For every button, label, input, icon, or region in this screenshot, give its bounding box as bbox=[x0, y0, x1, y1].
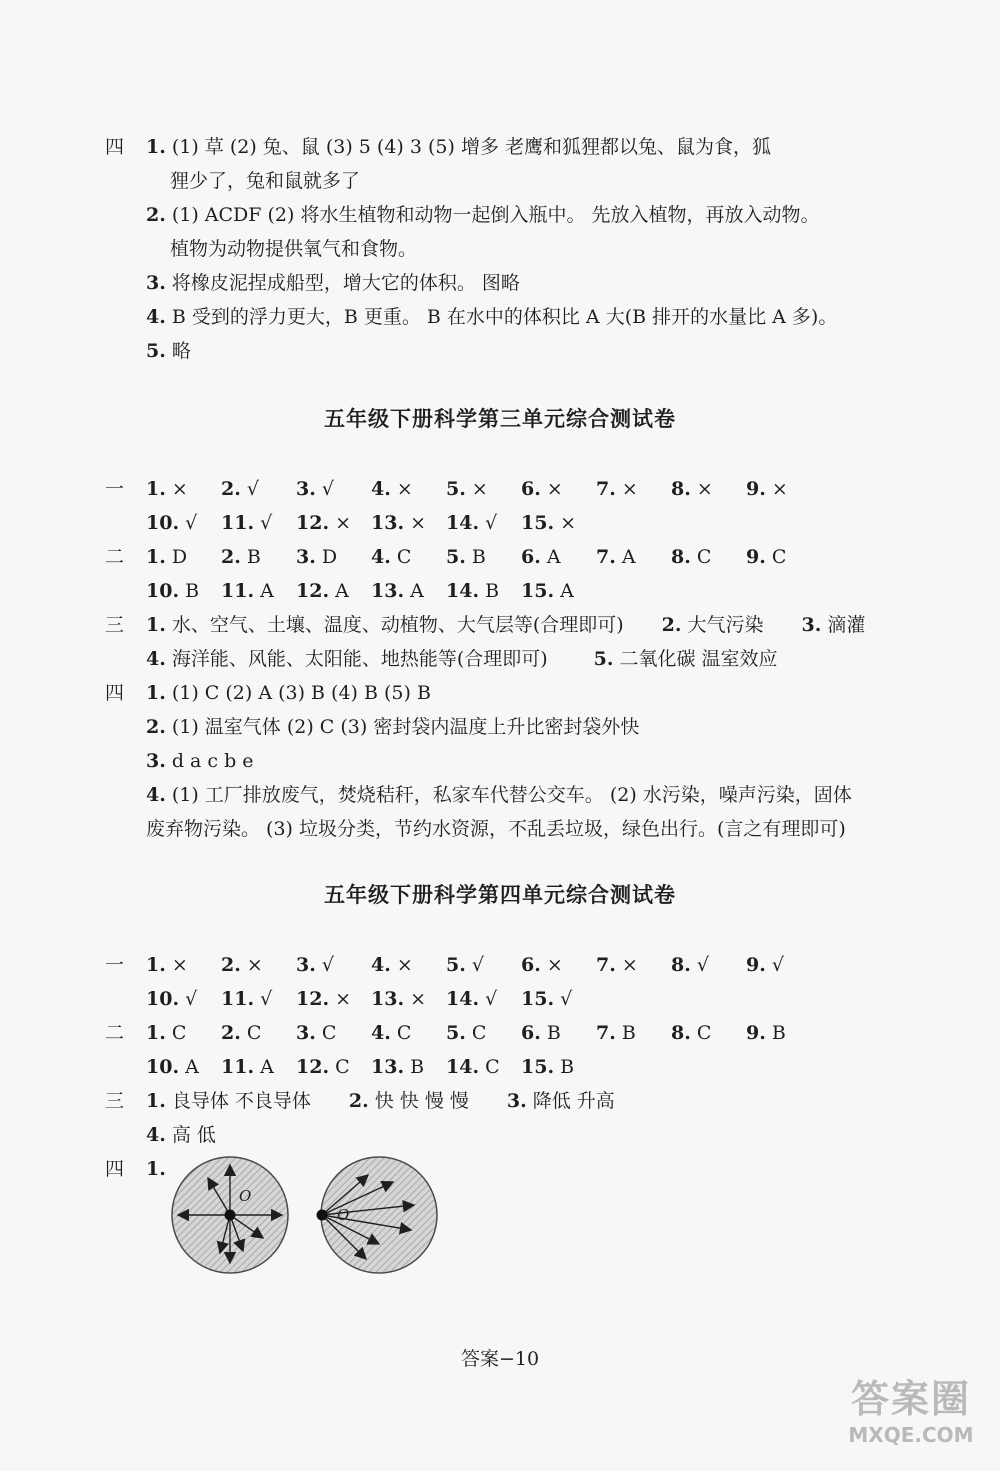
answer-value: B bbox=[560, 1056, 575, 1078]
t4-sec1-row1 bbox=[146, 952, 784, 978]
answer-value: D bbox=[171, 546, 188, 568]
answer-item bbox=[371, 510, 446, 536]
answer-item bbox=[521, 952, 596, 978]
answer-item bbox=[746, 476, 788, 502]
answer-number: 14. bbox=[446, 1056, 480, 1078]
s1-q1-line2: 狸少了，兔和鼠就多了 bbox=[170, 170, 361, 192]
answer-value: √ bbox=[321, 954, 334, 976]
answer-number: 11. bbox=[221, 580, 255, 602]
answer-value: √ bbox=[260, 512, 273, 534]
t3-sec1-row2 bbox=[146, 510, 576, 536]
answer-number: 7. bbox=[596, 546, 616, 568]
t3-sec1-label: 一 bbox=[105, 478, 125, 500]
answer-value: A bbox=[621, 546, 636, 568]
answer-item bbox=[296, 510, 371, 536]
answer-item bbox=[521, 1054, 574, 1080]
answer-item bbox=[596, 952, 671, 978]
answer-item bbox=[296, 986, 371, 1012]
t3-sec2-row1 bbox=[146, 544, 786, 570]
answer-number: 8. bbox=[671, 546, 691, 568]
answer-value: A bbox=[335, 580, 349, 602]
t4-sec2-label: 二 bbox=[105, 1022, 125, 1044]
answer-value: × bbox=[771, 478, 788, 500]
answer-item bbox=[446, 578, 521, 604]
answer-value: × bbox=[546, 954, 563, 976]
answer-number: 7. bbox=[596, 954, 616, 976]
answer-value: B bbox=[246, 546, 261, 568]
answer-value: √ bbox=[471, 954, 484, 976]
answer-number: 6. bbox=[521, 954, 541, 976]
answer-number: 13. bbox=[371, 1056, 405, 1078]
t3-sec4-q4-line1: 4. (1) 工厂排放废气，焚烧秸秆，私家车代替公交车。 (2) 水污染，噪声污染，固体 bbox=[146, 784, 852, 806]
answer-number: 12. bbox=[296, 1056, 330, 1078]
answer-item bbox=[221, 952, 296, 978]
t4-sec4-q1: 1. bbox=[146, 1158, 166, 1180]
answer-number: 9. bbox=[746, 478, 766, 500]
s1-q5: 5. 略 bbox=[146, 340, 191, 362]
answer-value: B bbox=[546, 1022, 561, 1044]
answer-value: C bbox=[321, 1022, 337, 1044]
answer-value: × bbox=[546, 478, 563, 500]
s1-q3: 3. 将橡皮泥捏成船型，增大它的体积。 图略 bbox=[146, 272, 520, 294]
answer-value: C bbox=[396, 546, 412, 568]
t3-sec4-label: 四 bbox=[105, 682, 125, 704]
answer-number: 5. bbox=[446, 954, 466, 976]
disc1-o-label: O bbox=[239, 1187, 252, 1205]
answer-item bbox=[446, 952, 521, 978]
answer-item bbox=[296, 1054, 371, 1080]
answer-item bbox=[446, 1020, 521, 1046]
answer-value: C bbox=[485, 1056, 500, 1078]
answer-number: 7. bbox=[596, 478, 616, 500]
answer-item bbox=[521, 510, 576, 536]
answer-number: 2. bbox=[221, 1022, 241, 1044]
answer-value: √ bbox=[485, 512, 498, 534]
t4-sec4-label: 四 bbox=[105, 1158, 125, 1180]
answer-value: C bbox=[696, 1022, 712, 1044]
answer-value: × bbox=[396, 478, 413, 500]
answer-value: × bbox=[246, 954, 263, 976]
answer-number: 10. bbox=[146, 580, 180, 602]
answer-number: 1. bbox=[146, 478, 166, 500]
answer-item bbox=[671, 544, 746, 570]
answer-number: 15. bbox=[521, 988, 555, 1010]
answer-value: B bbox=[621, 1022, 636, 1044]
answer-item bbox=[296, 1020, 371, 1046]
answer-item bbox=[146, 1054, 221, 1080]
t4-sec3-label: 三 bbox=[105, 1090, 125, 1112]
t3-sec3-line2: 4. 海洋能、风能、太阳能、地热能等(合理即可) 5. 二氧化碳 温室效应 bbox=[146, 648, 778, 670]
answer-item bbox=[446, 544, 521, 570]
disc-center-heated bbox=[172, 1157, 288, 1273]
watermark-url: MXQE.COM bbox=[848, 1423, 974, 1447]
answer-value: C bbox=[171, 1022, 187, 1044]
answer-item bbox=[221, 544, 296, 570]
answer-value: A bbox=[260, 580, 274, 602]
t4-sec1-label: 一 bbox=[105, 954, 125, 976]
answer-item bbox=[296, 952, 371, 978]
answer-value: A bbox=[560, 580, 574, 602]
page-footer: 答案−10 bbox=[460, 1348, 540, 1370]
answer-item bbox=[371, 1020, 446, 1046]
answer-number: 10. bbox=[146, 988, 180, 1010]
answer-value: √ bbox=[321, 478, 334, 500]
answer-value: B bbox=[471, 546, 486, 568]
answer-item bbox=[446, 986, 521, 1012]
answer-value: √ bbox=[185, 988, 198, 1010]
answer-item bbox=[596, 1020, 671, 1046]
answer-item bbox=[521, 544, 596, 570]
s1-q4: 4. B 受到的浮力更大，B 更重。 B 在水中的体积比 A 大(B 排开的水量比 A 多)。 bbox=[146, 306, 838, 328]
answer-value: C bbox=[246, 1022, 262, 1044]
answer-value: √ bbox=[260, 988, 273, 1010]
t3-sec4-q4-line2: 废弃物污染。 (3) 垃圾分类，节约水资源，不乱丢垃圾，绿色出行。(言之有理即可) bbox=[146, 818, 846, 840]
answer-number: 5. bbox=[446, 1022, 466, 1044]
answer-value: C bbox=[471, 1022, 487, 1044]
s1-q2-line1: 2. (1) ACDF (2) 将水生植物和动物一起倒入瓶中。 先放入植物，再放入动物。 bbox=[146, 204, 820, 226]
disc-edge-heated bbox=[317, 1157, 438, 1273]
t3-sec2-row2 bbox=[146, 578, 574, 604]
answer-value: A bbox=[410, 580, 424, 602]
answer-number: 3. bbox=[296, 1022, 316, 1044]
answer-number: 15. bbox=[521, 512, 555, 534]
t4-sec3-line2: 4. 高 低 bbox=[146, 1124, 216, 1146]
answer-value: × bbox=[410, 512, 426, 534]
answer-value: × bbox=[560, 512, 576, 534]
answer-number: 13. bbox=[371, 580, 405, 602]
answer-value: √ bbox=[246, 478, 259, 500]
answer-value: D bbox=[321, 546, 338, 568]
answer-number: 8. bbox=[671, 954, 691, 976]
answer-item bbox=[146, 986, 221, 1012]
answer-number: 6. bbox=[521, 1022, 541, 1044]
answer-item bbox=[521, 476, 596, 502]
answer-value: C bbox=[396, 1022, 412, 1044]
answer-value: √ bbox=[560, 988, 573, 1010]
answer-number: 13. bbox=[371, 988, 405, 1010]
answer-item bbox=[596, 544, 671, 570]
answer-value: × bbox=[696, 478, 713, 500]
answer-number: 6. bbox=[521, 546, 541, 568]
unit4-title: 五年级下册科学第四单元综合测试卷 bbox=[324, 882, 676, 907]
t3-sec3-label: 三 bbox=[105, 614, 125, 636]
answer-number: 5. bbox=[446, 478, 466, 500]
answer-value: C bbox=[771, 546, 787, 568]
answer-value: B bbox=[185, 580, 200, 602]
t4-sec3-line1: 1. 良导体 不良导体 2. 快 快 慢 慢 3. 降低 升高 bbox=[146, 1090, 615, 1112]
answer-number: 4. bbox=[371, 954, 391, 976]
unit3-title: 五年级下册科学第三单元综合测试卷 bbox=[324, 406, 676, 431]
answer-number: 8. bbox=[671, 478, 691, 500]
answer-number: 5. bbox=[446, 546, 466, 568]
answer-item bbox=[371, 1054, 446, 1080]
s1-q2-line2: 植物为动物提供氧气和食物。 bbox=[170, 238, 418, 260]
t3-sec1-row1 bbox=[146, 476, 788, 502]
answer-item bbox=[221, 1054, 296, 1080]
answer-item bbox=[146, 510, 221, 536]
answer-number: 4. bbox=[371, 1022, 391, 1044]
answer-item bbox=[371, 476, 446, 502]
t4-sec2-row2 bbox=[146, 1054, 574, 1080]
answer-number: 15. bbox=[521, 580, 555, 602]
answer-value: √ bbox=[771, 954, 784, 976]
answer-number: 10. bbox=[146, 1056, 180, 1078]
answer-number: 3. bbox=[296, 546, 316, 568]
answer-number: 14. bbox=[446, 988, 480, 1010]
answer-value: × bbox=[335, 512, 351, 534]
answer-number: 6. bbox=[521, 478, 541, 500]
answer-value: × bbox=[171, 954, 188, 976]
answer-number: 4. bbox=[371, 478, 391, 500]
answer-item bbox=[221, 510, 296, 536]
answer-item bbox=[296, 476, 371, 502]
answer-number: 1. bbox=[146, 1022, 166, 1044]
answer-number: 11. bbox=[221, 1056, 255, 1078]
answer-value: B bbox=[485, 580, 500, 602]
answer-number: 4. bbox=[371, 546, 391, 568]
answer-value: A bbox=[260, 1056, 274, 1078]
t4-sec1-row2 bbox=[146, 986, 572, 1012]
answer-value: × bbox=[621, 478, 638, 500]
answer-item bbox=[671, 476, 746, 502]
answer-item bbox=[296, 578, 371, 604]
answer-item bbox=[371, 952, 446, 978]
answer-item bbox=[146, 578, 221, 604]
answer-item bbox=[221, 1020, 296, 1046]
answer-number: 15. bbox=[521, 1056, 555, 1078]
answer-item bbox=[446, 476, 521, 502]
answer-number: 1. bbox=[146, 954, 166, 976]
answer-item bbox=[221, 578, 296, 604]
answer-number: 13. bbox=[371, 512, 405, 534]
answer-item bbox=[296, 544, 371, 570]
answer-value: × bbox=[396, 954, 413, 976]
answer-number: 3. bbox=[296, 478, 316, 500]
answer-value: C bbox=[335, 1056, 350, 1078]
answer-value: C bbox=[696, 546, 712, 568]
t3-sec4-q1: 1. (1) C (2) A (3) B (4) B (5) B bbox=[146, 682, 431, 704]
answer-number: 1. bbox=[146, 546, 166, 568]
answer-value: × bbox=[621, 954, 638, 976]
answer-item bbox=[671, 1020, 746, 1046]
answer-number: 11. bbox=[221, 512, 255, 534]
watermark bbox=[836, 1375, 986, 1463]
answer-item bbox=[746, 544, 786, 570]
answer-value: × bbox=[171, 478, 188, 500]
answer-number: 9. bbox=[746, 954, 766, 976]
s1-q1-line1: 1. (1) 草 (2) 兔、鼠 (3) 5 (4) 3 (5) 增多 老鹰和狐狸都以兔、鼠为食，狐 bbox=[146, 136, 771, 158]
disc2-o-label: O bbox=[337, 1206, 350, 1224]
answer-item bbox=[146, 544, 221, 570]
answer-number: 9. bbox=[746, 1022, 766, 1044]
t3-sec3-line1: 1. 水、空气、土壤、温度、动植物、大气层等(合理即可) 2. 大气污染 3. 滴灌 bbox=[146, 614, 866, 636]
t3-sec4-q2: 2. (1) 温室气体 (2) C (3) 密封袋内温度上升比密封袋外快 bbox=[146, 716, 640, 738]
answer-item bbox=[221, 476, 296, 502]
answer-number: 8. bbox=[671, 1022, 691, 1044]
answer-number: 12. bbox=[296, 580, 330, 602]
answer-item bbox=[671, 952, 746, 978]
answer-item bbox=[446, 1054, 521, 1080]
t3-sec4-q3: 3. d a c b e bbox=[146, 750, 254, 772]
answer-number: 2. bbox=[221, 478, 241, 500]
answer-item bbox=[221, 986, 296, 1012]
answer-number: 12. bbox=[296, 512, 330, 534]
answer-item bbox=[521, 578, 574, 604]
answer-number: 11. bbox=[221, 988, 255, 1010]
answer-value: √ bbox=[185, 512, 198, 534]
answer-value: × bbox=[471, 478, 488, 500]
answer-number: 12. bbox=[296, 988, 330, 1010]
answer-item bbox=[446, 510, 521, 536]
answer-number: 14. bbox=[446, 512, 480, 534]
answer-value: √ bbox=[696, 954, 709, 976]
answer-value: √ bbox=[485, 988, 498, 1010]
section-4-label: 四 bbox=[105, 136, 125, 158]
watermark-logo: 答案圈 bbox=[850, 1377, 971, 1421]
answer-item bbox=[146, 952, 221, 978]
heat-conduction-figure bbox=[165, 1150, 450, 1280]
t4-sec2-row1 bbox=[146, 1020, 786, 1046]
answer-value: A bbox=[546, 546, 561, 568]
answer-item bbox=[146, 1020, 221, 1046]
answer-number: 3. bbox=[296, 954, 316, 976]
answer-item bbox=[596, 476, 671, 502]
answer-item bbox=[371, 578, 446, 604]
answer-value: A bbox=[185, 1056, 199, 1078]
answer-number: 14. bbox=[446, 580, 480, 602]
answer-value: B bbox=[410, 1056, 425, 1078]
answer-value: × bbox=[410, 988, 426, 1010]
answer-item bbox=[746, 952, 784, 978]
answer-number: 7. bbox=[596, 1022, 616, 1044]
answer-value: B bbox=[771, 1022, 786, 1044]
answer-value: × bbox=[335, 988, 351, 1010]
answer-item bbox=[371, 544, 446, 570]
answer-item bbox=[146, 476, 221, 502]
answer-item bbox=[521, 1020, 596, 1046]
answer-number: 10. bbox=[146, 512, 180, 534]
answer-item bbox=[371, 986, 446, 1012]
answer-item bbox=[521, 986, 572, 1012]
answer-number: 2. bbox=[221, 954, 241, 976]
answer-number: 2. bbox=[221, 546, 241, 568]
t3-sec2-label: 二 bbox=[105, 546, 125, 568]
answer-item bbox=[746, 1020, 786, 1046]
answer-number: 9. bbox=[746, 546, 766, 568]
